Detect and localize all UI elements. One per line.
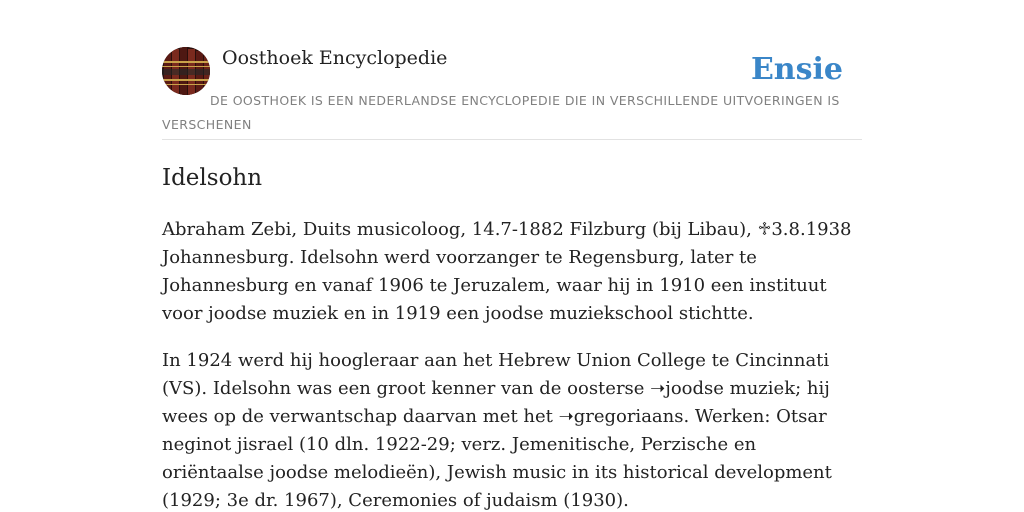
link-joodse-muziek[interactable]: ➝joodse muziek bbox=[650, 378, 796, 399]
article-body bbox=[162, 216, 862, 512]
link-gregoriaans[interactable]: ➝gregoriaans bbox=[558, 406, 684, 427]
site-tagline: DE OOSTHOEK IS EEN NEDERLANDSE ENCYCLOPEDIE DIE IN VERSCHILLENDE UITVOERINGEN IS VERSCHENEN bbox=[162, 93, 840, 132]
article-title: Idelsohn bbox=[162, 165, 263, 191]
paragraph-2-text-c: . Werken: Otsar neginot jisrael (10 dln. 1922-29; verz. Jemenitische, Perzische en oriëntaalse joodse melodieën), Jewish music in its historical development (1929; 3e dr. 1967), Ceremonies of judaism (1930). bbox=[162, 406, 832, 511]
header-divider bbox=[162, 139, 862, 140]
paragraph-2-text-a: In 1924 werd hij hoogleraar aan het Hebrew Union College te Cincinnati (VS). Idelsohn was een groot kenner van de oosterse bbox=[162, 350, 830, 399]
article-paragraph-2 bbox=[162, 347, 862, 512]
book-spines-icon bbox=[162, 47, 210, 95]
paragraph-2-text-b: ; hij wees op de verwantschap daarvan met het bbox=[162, 378, 830, 427]
article-paragraph-1: Abraham Zebi, Duits musicoloog, 14.7-1882 Filzburg (bij Libau), ♱3.8.1938 Johannesburg. Idelsohn werd voorzanger te Regensburg, later te Johannesburg en vanaf 1906 te Jeruzalem, waar hij in 1910 een instituut voor joodse muziek en in 1919 een joodse muziekschool stichtte. bbox=[162, 219, 852, 324]
brand-logo[interactable]: Ensie bbox=[750, 52, 843, 87]
site-name[interactable]: Oosthoek Encyclopedie bbox=[222, 47, 448, 69]
site-avatar[interactable] bbox=[162, 47, 210, 95]
